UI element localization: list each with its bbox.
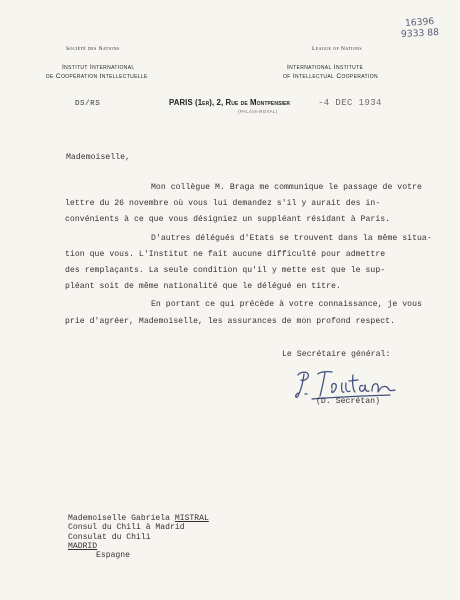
paragraph-2-line-4: pléant soit de même nationalité que le délégué en titre. [65,282,341,292]
recipient-line3: Consulat du Chili [68,532,151,542]
letterhead-institute-en-line1: International Institute [287,64,364,71]
letterhead-address-note: (PALAIS-ROYAL) [238,109,278,114]
letterhead-org-fr: Société des Nations [66,46,120,52]
letterhead-institute-fr-line1: Institut International [62,64,135,71]
signature-name: (D. Secrétan) [316,397,381,406]
paragraph-3-line-1: En portant ce qui précède à votre connaissance, je vous [151,300,422,310]
recipient-name [68,514,209,523]
date-stamp: -4 DEC 1934 [318,98,382,108]
paragraph-3-line-2: prie d'agréer, Mademoiselle, les assurances de mon profond respect. [65,316,396,326]
recipient-city: MADRID [68,541,98,551]
paragraph-1-line-3: convénients à ce que vous désigniez un suppléant résidant à Paris. [65,215,391,225]
letterhead-institute-en-line2: of Intellectual Cooperation [283,73,378,80]
letterhead-institute-fr-line2: de Coopération Intellectuelle [46,73,148,80]
recipient-address [68,514,209,560]
paragraph-1-line-1: Mon collègue M. Braga me communique le passage de votre [151,183,422,192]
recipient-name-prefix: Mademoiselle Gabriela [68,514,175,523]
archive-number-secondary: 9333 88 [400,27,440,40]
letterhead-org-en: League of Nations [312,46,362,52]
reference-code: DS/RS [75,100,101,108]
letter-body [65,180,432,330]
archive-number: 16396 [404,15,435,30]
recipient-line2: Consul du Chili à Madrid [68,523,185,533]
paragraph-1-line-2: lettre du 26 novembre où vous lui demandez s'il y aurait des in- [65,199,381,209]
recipient-surname: MISTRAL [174,514,209,523]
recipient-country: Espagne [96,551,130,561]
salutation: Mademoiselle, [66,153,131,162]
letterhead-address: PARIS (1er), 2, Rue de Montpensier [169,98,291,107]
signature-title: Le Secrétaire général: [282,350,391,359]
paragraph-2-line-3: des remplaçants. La seule condition qu'il y mette est que le sup- [65,265,386,275]
paragraph-2-line-1: D'autres délégués d'Etats se trouvent dans la même situa- [151,233,432,243]
paragraph-2-line-2: tion que vous. L'Institut ne fait aucune difficulté pour admettre [65,249,386,259]
